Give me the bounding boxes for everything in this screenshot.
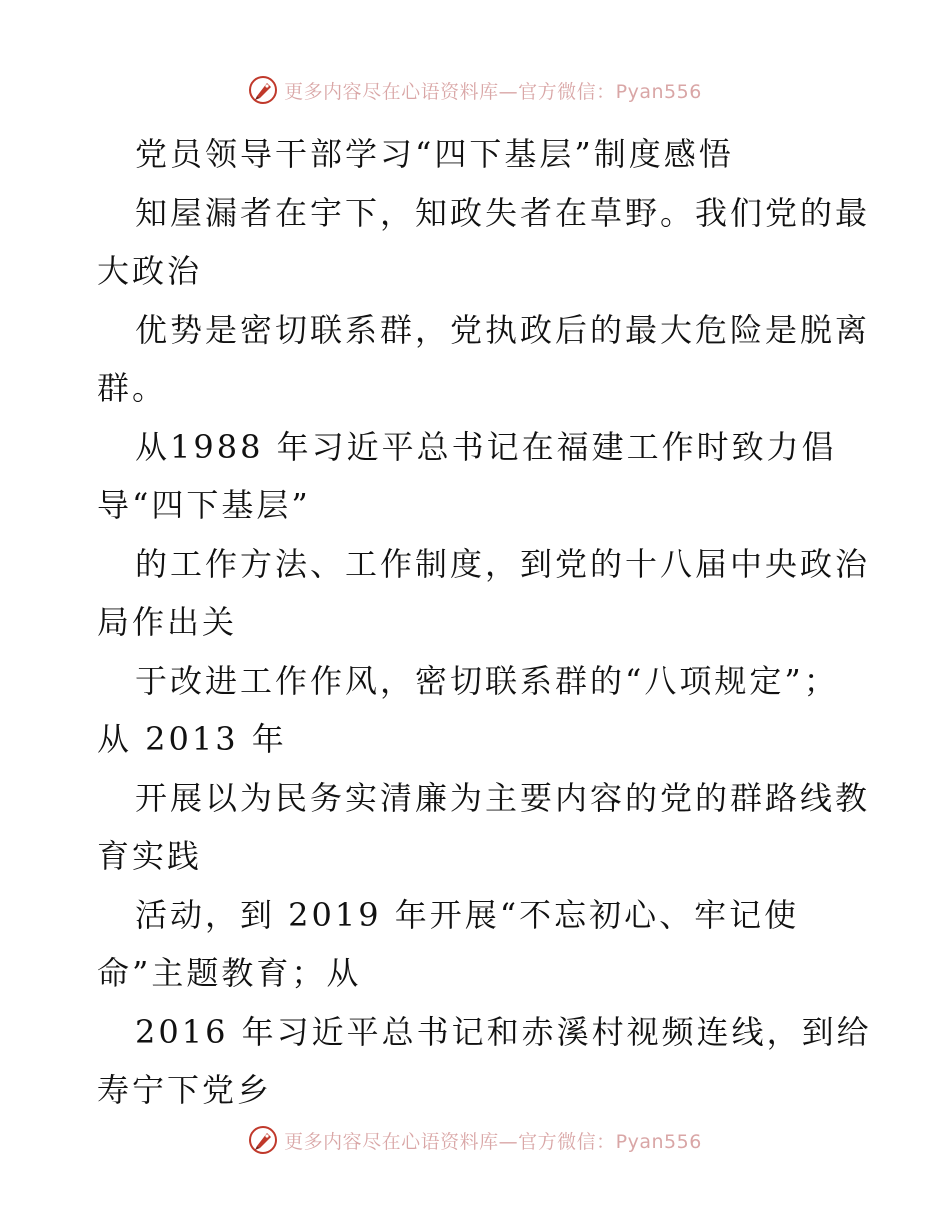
text-line: 命”主题教育；从 [97,954,362,992]
text-line: 大政治 [97,252,203,290]
text-line: 群。 [97,369,168,407]
text-line: 开展以为民务实清廉为主要内容的党的群路线教 [135,778,871,817]
footer-banner-text: 更多内容尽在心语资料库—官方微信：Pyan556 [284,1130,702,1153]
text-line: 知屋漏者在宇下，知政失者在草野。我们党的最 [135,193,871,232]
header-banner [0,70,950,110]
text-line: 育实践 [97,837,203,875]
text-line: 从1988 年习近平总书记在福建工作时致力倡 [135,427,837,466]
text-line: 于改进工作作风，密切联系群的“八项规定”； [135,661,839,700]
text-line: 活动，到 2019 年开展“不忘初心、牢记使 [135,895,800,934]
pen-nib-logo-icon [248,1125,278,1155]
text-line: 导“四下基层” [97,486,311,524]
text-line: 党员领导干部学习“四下基层”制度感悟 [135,135,734,173]
footer-banner [0,1120,950,1160]
pen-nib-logo-icon [248,75,278,105]
text-line: 的工作方法、工作制度，到党的十八届中央政治 [135,544,871,583]
text-line: 2016 年习近平总书记和赤溪村视频连线，到给 [135,1012,872,1051]
text-line: 寿宁下党乡 [97,1071,273,1109]
text-line: 从 2013 年 [97,720,287,758]
text-line: 优势是密切联系群，党执政后的最大危险是脱离 [135,310,871,349]
header-banner-text: 更多内容尽在心语资料库—官方微信：Pyan556 [284,80,702,103]
text-line: 局作出关 [97,603,238,641]
document-body [97,125,877,1120]
